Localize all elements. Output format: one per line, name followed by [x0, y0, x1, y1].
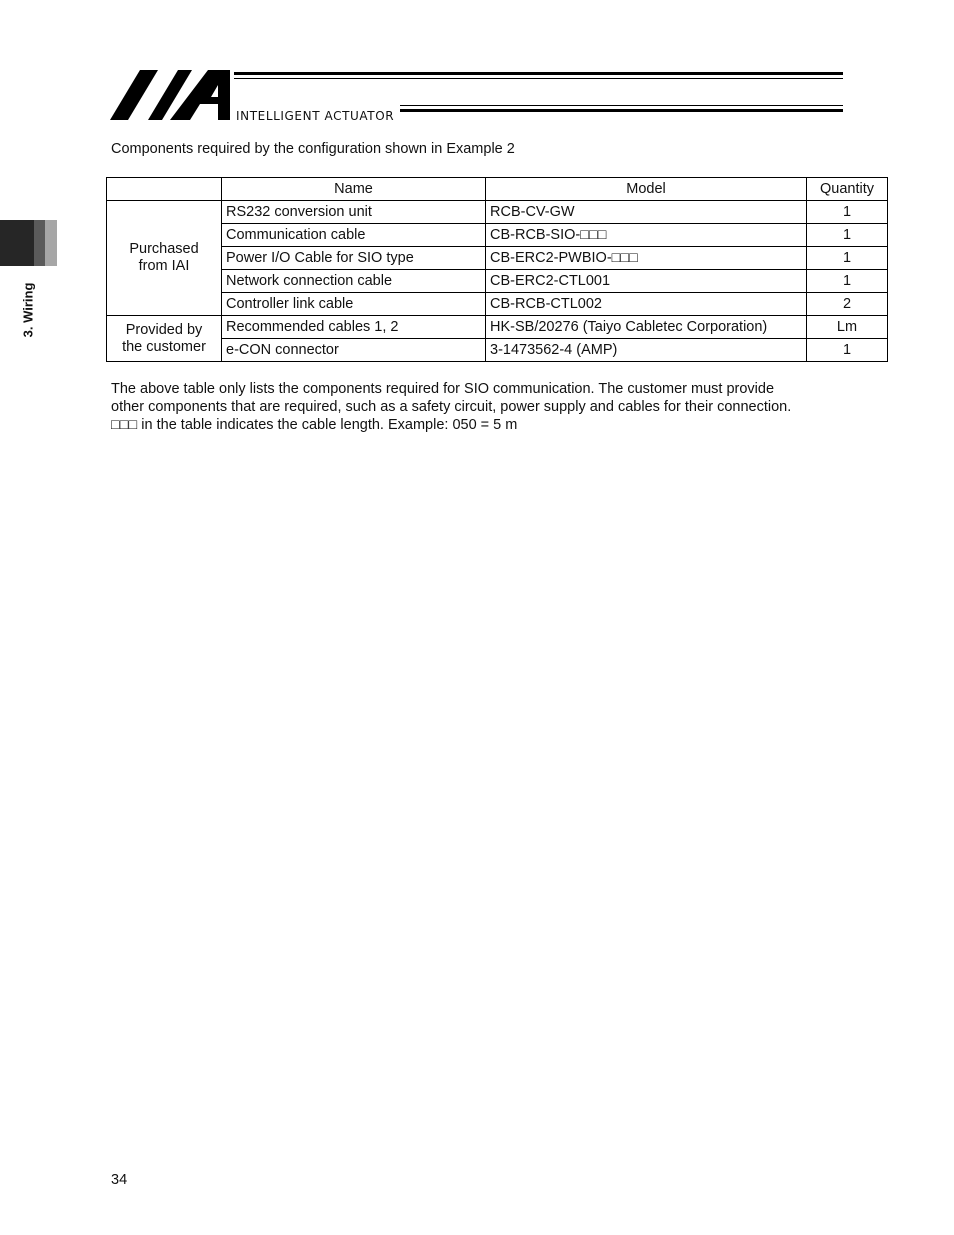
iai-logo [110, 68, 234, 122]
cell-model: HK-SB/20276 (Taiyo Cabletec Corporation) [486, 316, 807, 339]
note-line: □□□ in the table indicates the cable length. Example: 050 = 5 m [111, 417, 518, 433]
cell-name: RS232 conversion unit [222, 201, 486, 224]
group-label-line: from IAI [138, 258, 190, 274]
note-line: The above table only lists the components required for SIO communication. The customer must provide [111, 381, 775, 397]
cell-quantity: 1 [807, 224, 888, 247]
cell-name: Network connection cable [222, 270, 486, 293]
components-table [106, 177, 888, 362]
table-row [107, 201, 888, 224]
cell-quantity: 2 [807, 293, 888, 316]
group-label-line: Purchased [129, 241, 199, 257]
header-rule-top-1 [234, 72, 843, 75]
table-row [107, 270, 888, 293]
cell-model: CB-RCB-CTL002 [486, 293, 807, 316]
brand-name: INTELLIGENT ACTUATOR [236, 109, 395, 123]
note-line: other components that are required, such as a safety circuit, power supply and cables for their connection. [111, 399, 792, 415]
cell-quantity: 1 [807, 247, 888, 270]
header-quantity: Quantity [807, 178, 888, 201]
table-header-row [107, 178, 888, 201]
header-name: Name [222, 178, 486, 201]
table-caption: Components required by the configuration shown in Example 2 [111, 141, 515, 157]
table-row [107, 293, 888, 316]
group-label-line: Provided by [125, 321, 203, 338]
group-label-customer [107, 316, 222, 362]
table-row [107, 339, 888, 362]
chapter-tab-light [45, 220, 57, 266]
table-notes [111, 380, 891, 434]
chapter-tab-mid [34, 220, 45, 266]
cell-name: Recommended cables 1, 2 [222, 316, 486, 339]
cell-model: RCB-CV-GW [486, 201, 807, 224]
cell-quantity: 1 [807, 270, 888, 293]
cell-name: Power I/O Cable for SIO type [222, 247, 486, 270]
header-rule-bottom-1 [400, 105, 843, 106]
header-model: Model [486, 178, 807, 201]
table-row [107, 224, 888, 247]
cell-model: CB-ERC2-CTL001 [486, 270, 807, 293]
cell-model: CB-RCB-SIO-□□□ [486, 224, 807, 247]
cell-name: Communication cable [222, 224, 486, 247]
header-rule-bottom-2 [400, 109, 843, 112]
table-row [107, 316, 888, 339]
header-rule-top-2 [234, 78, 843, 79]
chapter-tab-dark [0, 220, 34, 266]
cell-model: CB-ERC2-PWBIO-□□□ [486, 247, 807, 270]
chapter-label: 3. Wiring [20, 282, 36, 338]
page-number: 34 [111, 1172, 128, 1188]
group-label-iai [107, 201, 222, 316]
cell-name: e-CON connector [222, 339, 486, 362]
cell-quantity: Lm [807, 316, 888, 339]
cell-model: 3-1473562-4 (AMP) [486, 339, 807, 362]
cell-name: Controller link cable [222, 293, 486, 316]
cell-quantity: 1 [807, 201, 888, 224]
cell-quantity: 1 [807, 339, 888, 362]
table-row [107, 247, 888, 270]
header-group [107, 178, 222, 201]
group-label-line: the customer [122, 338, 206, 355]
